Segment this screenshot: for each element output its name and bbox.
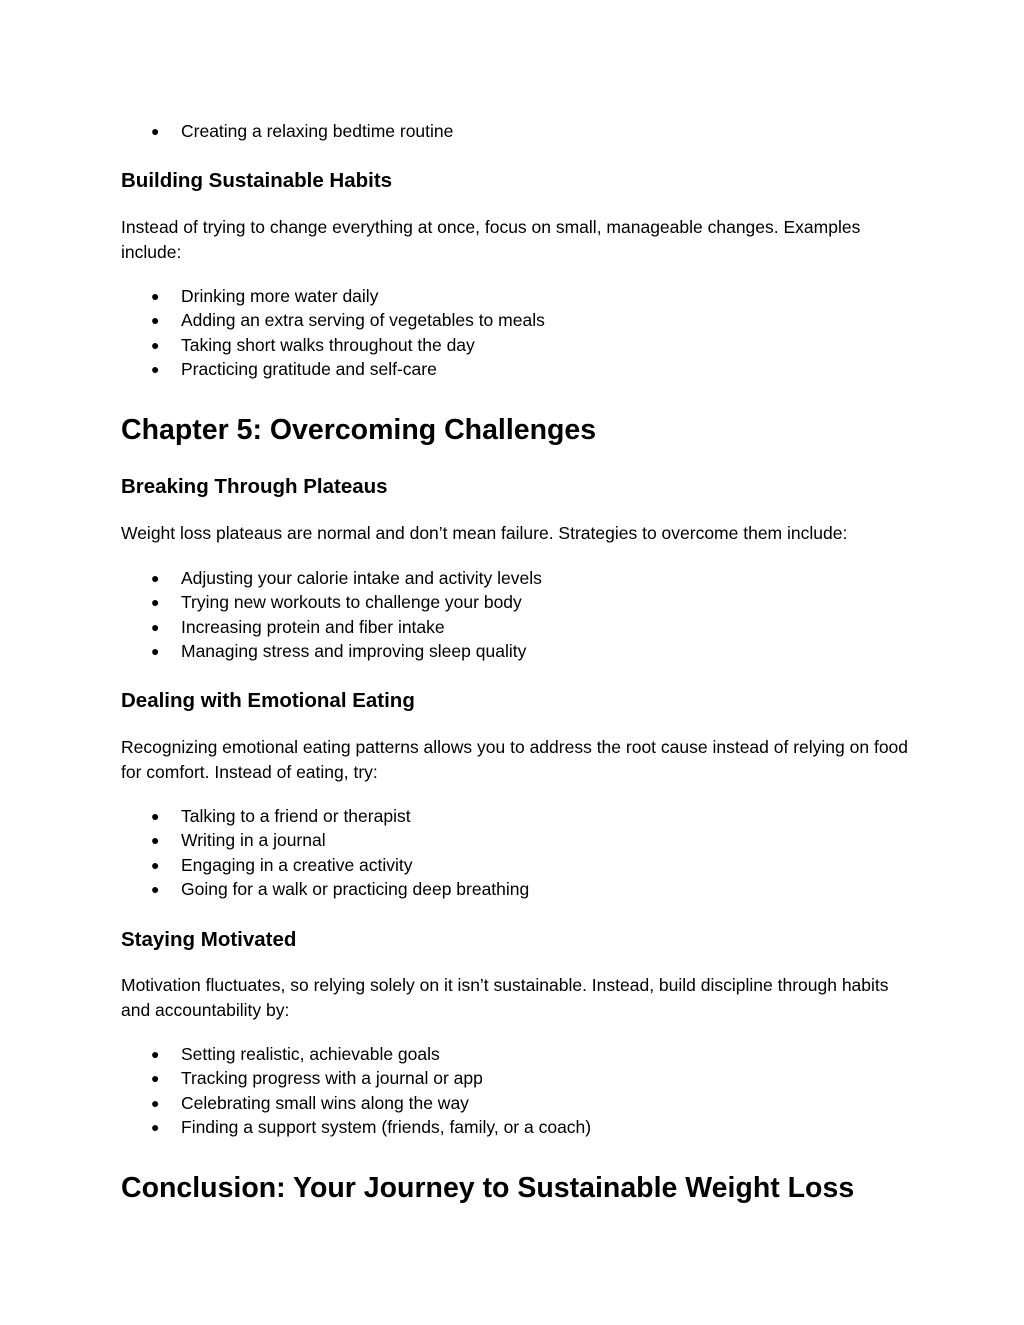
section-heading-emotional: Dealing with Emotional Eating — [121, 689, 415, 712]
conclusion-heading: Conclusion: Your Journey to Sustainable Weight Loss — [121, 1172, 855, 1204]
section-heading-plateaus: Breaking Through Plateaus — [121, 475, 388, 498]
chapter-heading: Chapter 5: Overcoming Challenges — [121, 414, 597, 446]
bullet-icon: ● — [151, 832, 160, 849]
bullet-icon: ● — [151, 360, 160, 377]
section-heading-habits: Building Sustainable Habits — [121, 169, 393, 192]
paragraph-motivated: Motivation fluctuates, so relying solely on it isn’t sustainable. Instead, build discipline through habits and accountability by: — [121, 975, 889, 1020]
bullet-icon: ● — [151, 1118, 160, 1135]
bullet-icon: ● — [151, 336, 160, 353]
bullet-icon: ● — [151, 1046, 160, 1062]
bullet-icon: ● — [151, 856, 160, 873]
section-heading-motivated: Staying Motivated — [121, 928, 297, 951]
document-page: ● Creating a relaxing bedtime routine Building Sustainable Habits Instead of trying to change everything at once, focus on small, manageable changes. Examples include: ● Drinking more water daily ● Adding an extra serving of vegetables to meals ● Taking short walks throughout the day ● Practicing gratitude and self-care Chapter 5: Overcoming Challenges Breaking Through Plateaus Weight loss plateaus are normal and don’t mean failure. Strategies to overcome them include: ● Adjusting your calorie intake and activity levels ● Trying new workouts to challenge your body ● Increasing protein and fiber intake ● Managing stress and improving sleep quality Dealing with Emotional Eating Recognizing emotional eating patterns allows you to address the root cause instead of relying on food for comfort. Instead of eating, try: ● Talking to a friend or therapist ● Writing in a journal ● Engaging in a creative activity ● Going for a walk or practicing deep breathing Staying Motivated Motivation fluctuates, so relying solely on it isn’t sustainable. Instead, build discipline through habits and accountability by: ● Setting realistic, achievable goals ● Tracking progress with a journal or app ● Celebrating small wins along the way ● Finding a support system (friends, family, or a coach) Conclusion: Your Journey to Sustainable Weight Loss — [0, 0, 1024, 1325]
bullet-icon: ● — [151, 880, 160, 897]
bullet-icon: ● — [151, 123, 160, 139]
bullet-icon: ● — [151, 1070, 160, 1087]
bullet-icon: ● — [151, 570, 160, 586]
bullet-icon: ● — [151, 642, 160, 659]
bullet-icon: ● — [151, 312, 160, 329]
paragraph-plateaus: Weight loss plateaus are normal and don’t mean failure. Strategies to overcome them include: — [121, 523, 848, 543]
bullet-icon: ● — [151, 288, 160, 304]
bullet-icon: ● — [151, 1094, 160, 1111]
paragraph-emotional: Recognizing emotional eating patterns allows you to address the root cause instead of relying on food for comfort. Instead of eating, try: — [121, 737, 909, 782]
bullet-icon: ● — [151, 618, 160, 635]
bullet-icon: ● — [151, 808, 160, 824]
bullet-icon: ● — [151, 594, 160, 611]
paragraph-habits: Instead of trying to change everything at once, focus on small, manageable changes. Examples include: — [121, 217, 861, 262]
